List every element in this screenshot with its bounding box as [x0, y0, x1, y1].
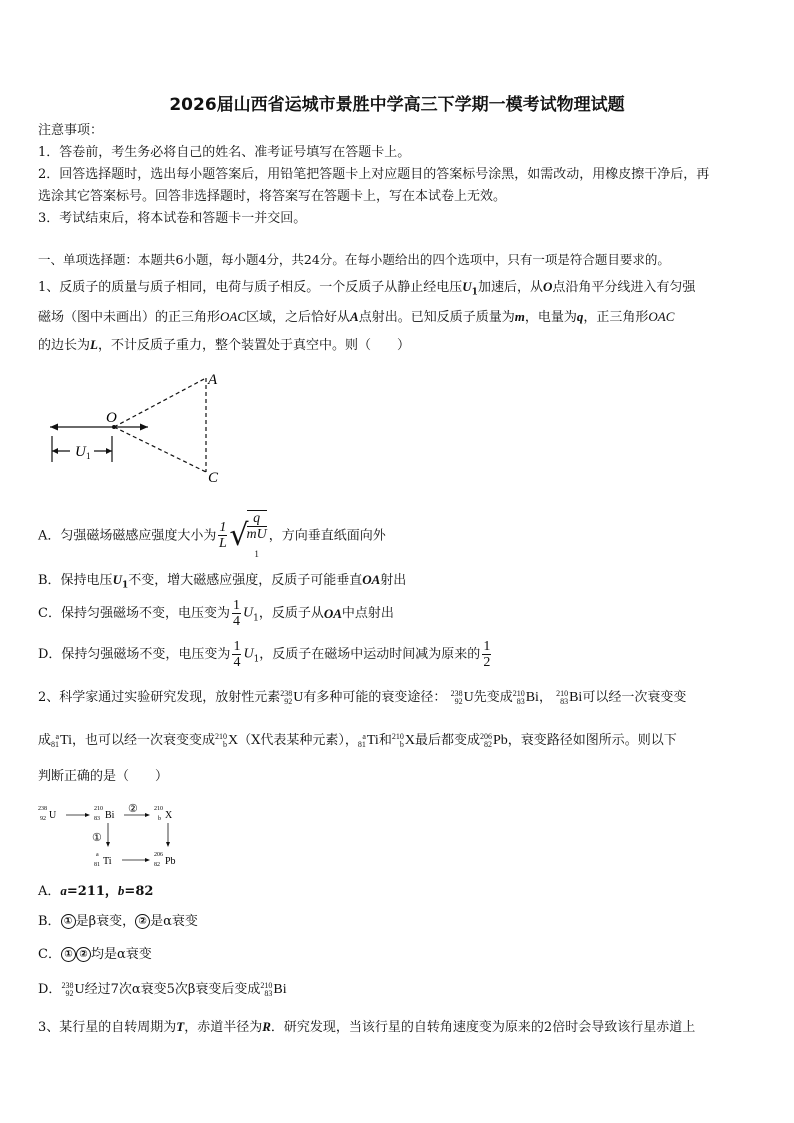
svg-text:238: 238	[38, 806, 47, 812]
svg-text:210: 210	[94, 806, 103, 812]
notice-item-2: 2．回答选择题时，选出每小题答案后，用铅笔把答题卡上对应题目的答案标号涂黑，如需改动，用橡皮擦干净后，再	[38, 167, 710, 182]
label-u-sub: 1	[86, 451, 91, 461]
notice-item-3: 3．考试结束后，将本试卷和答题卡一并交回。	[38, 211, 307, 226]
q1-line-2: 磁场（图中未画出）的正三角形OAC区域，之后恰好从A点射出。已知反质子质量为m，电量为q，正三角形OAC	[38, 309, 675, 325]
svg-text:Bi: Bi	[105, 810, 115, 821]
svg-text:83: 83	[94, 816, 100, 822]
oc-dashed-line	[114, 427, 206, 472]
svg-text:X: X	[165, 810, 173, 821]
notice-item-1: 1．答卷前，考生务必将自己的姓名、准考证号填写在答题卡上。	[38, 145, 411, 160]
q1-option-a: A．匀强磁场磁感应强度大小为 $\frac{1}{L}$ √ q mU $_1$ ，方向垂直纸面向外	[38, 510, 386, 562]
svg-text:206: 206	[154, 852, 163, 858]
q1-figure	[40, 364, 240, 488]
svg-text:①: ①	[92, 832, 102, 844]
svg-text:U: U	[49, 810, 57, 821]
q1-option-d: D．保持匀强磁场不变，电压变为 $\frac{1}{4}$ $U_1$，反质子在磁场中运动时间减为原来的 $\frac{1}{2}$	[38, 639, 491, 670]
notice-item-2-cont: 选涂其它答案标号。回答非选择题时，将答案写在答题卡上，写在本试卷上无效。	[38, 189, 507, 204]
svg-text:a: a	[96, 852, 99, 858]
right-arrow-icon	[140, 424, 148, 431]
q2-line-3: 判断正确的是（ ）	[38, 769, 169, 784]
label-u: U	[75, 444, 86, 460]
label-o: O	[106, 410, 117, 426]
left-arrow-icon	[50, 424, 58, 431]
q2-decay-figure	[36, 800, 196, 870]
notice-heading: 注意事项：	[38, 123, 104, 138]
q2-option-b: B． ① 是β衰变， ② 是α衰变	[38, 914, 198, 929]
svg-text:92: 92	[40, 816, 46, 822]
svg-text:Pb: Pb	[165, 856, 176, 867]
svg-text:210: 210	[154, 806, 163, 812]
oa-dashed-line	[114, 378, 206, 427]
q2-line-1: 2、科学家通过实验研究发现，放射性元素238 92U有多种可能的衰变途径： 238 92U先变成210 83Bi， 210 83Bi可以经一次衰变变	[38, 689, 687, 707]
page-title: 2026届山西省运城市景胜中学高三下学期一模考试物理试题	[169, 95, 625, 115]
label-c: C	[208, 470, 219, 486]
section-heading: 一、单项选择题：本题共6小题，每小题4分，共24分。在每小题给出的四个选项中，只有一项是符合题目要求的。	[38, 252, 670, 267]
q3-line-1: 3、某行星的自转周期为T，赤道半径为R．研究发现，当该行星的自转角速度变为原来的2倍时会导致该行星赤道上	[38, 1019, 696, 1035]
svg-text:81: 81	[94, 862, 100, 868]
svg-text:82: 82	[154, 862, 160, 868]
q2-option-a: A．a=211，b=82	[38, 883, 154, 899]
q2-line-2: 成 a 81Ti，也可以经一次衰变变成210 bX（X代表某种元素）， a 81Ti和210 bX最后都变成206 82Pb，衰变路径如图所示。则以下	[38, 732, 677, 750]
label-a: A	[208, 372, 218, 388]
svg-text:b: b	[158, 816, 161, 822]
q2-option-d: D．238 92U经过7次α衰变5次β衰变后变成210 83Bi	[38, 981, 287, 999]
q2-option-c: C． ① ② 均是α衰变	[38, 947, 152, 962]
svg-text:Ti: Ti	[103, 856, 112, 867]
q1-line-3: 的边长为L，不计反质子重力，整个装置处于真空中。则（ ）	[38, 337, 410, 353]
q1-line-1: 1、反质子的质量与质子相同，电荷与质子相反。一个反质子从静止经电压$U_1$加速后，从O点沿角平分线进入有匀强	[38, 279, 696, 298]
svg-text:②: ②	[128, 803, 138, 815]
q1-option-c: C．保持匀强磁场不变，电压变为 $\frac{1}{4}$ $U_1$，反质子从OA中点射出	[38, 598, 394, 629]
q1-option-b: B．保持电压$U_1$不变，增大磁感应强度，反质子可能垂直OA射出	[38, 572, 407, 591]
